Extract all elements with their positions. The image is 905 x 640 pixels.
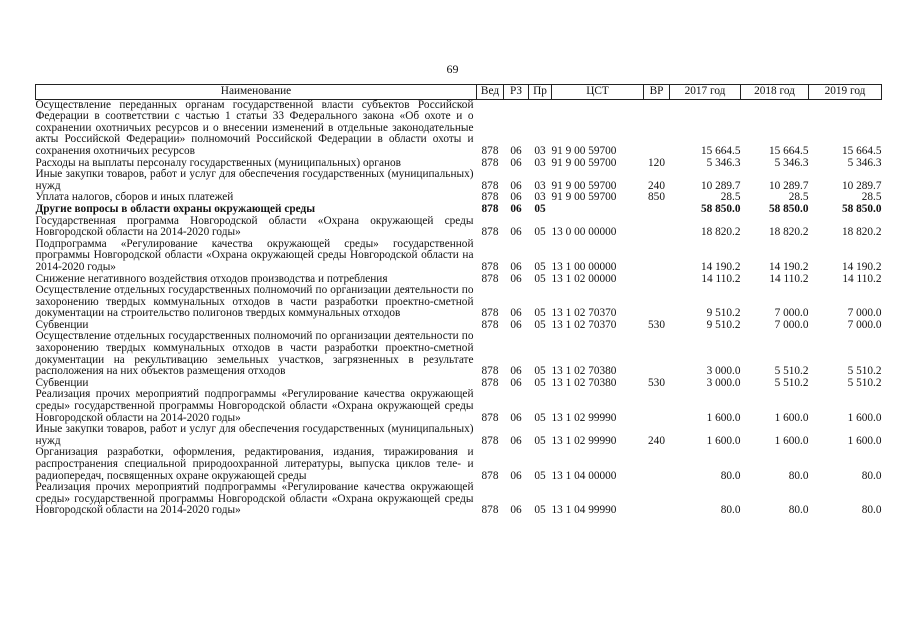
header-ved: Вед: [477, 85, 504, 100]
row-rz: 06: [510, 202, 522, 215]
row-name: Иные закупки товаров, работ и услуг для обеспечения государственных (муниципальных) нужд: [35, 423, 474, 447]
row-value-2018: 10 289.7: [768, 179, 809, 192]
row-cst: 13 1 02 99990: [551, 434, 617, 447]
row-ved: 878: [481, 179, 499, 192]
row-name: Другие вопросы в области охраны окружающей среды: [35, 202, 316, 215]
row-vr: 850: [648, 191, 665, 204]
row-value-2017: 14 190.2: [700, 260, 741, 273]
row-cst: 13 1 04 00000: [551, 469, 617, 482]
row-rz: 06: [510, 376, 522, 389]
row-value-2018: 58 850.0: [768, 202, 809, 215]
row-value-2019: 28.5: [861, 191, 882, 204]
table-row: [36, 285, 882, 320]
row-name: Реализация прочих мероприятий подпрограммы «Регулирование качества окружающей среды» государственной программы Новгородской области «Охрана окружающей среды Новгородской области на 2014-2020 годы»: [35, 481, 474, 517]
page-number: 69: [446, 62, 459, 76]
row-name: Подпрограмма «Регулирование качества окружающей среды» государственной программы Новгородской области «Охрана окружающей среды Новгородской области на 2014-2020 годы»: [35, 237, 474, 273]
row-pr: 05: [534, 202, 546, 215]
row-name: Осуществление отдельных государственных полномочий по организации деятельности по захоронению твердых коммунальных отходов в части разработки проектно-сметной документации на строительство полигонов твердых коммунальных отходов: [35, 284, 474, 320]
row-value-2018: 14 110.2: [769, 272, 809, 285]
row-pr: 05: [534, 307, 546, 320]
row-ved: 878: [481, 376, 499, 389]
row-rz: 06: [510, 411, 522, 424]
header-vr: ВР: [644, 85, 670, 100]
row-ved: 878: [481, 260, 499, 273]
table-row: [36, 331, 882, 377]
row-cst: 91 9 00 59700: [551, 144, 617, 157]
row-pr: 05: [534, 469, 546, 482]
header-rz: РЗ: [504, 85, 529, 100]
header-2019: 2019 год: [809, 85, 882, 100]
row-name: Снижение негативного воздействия отходов производства и потребления: [35, 272, 388, 285]
row-vr: [644, 447, 670, 482]
row-rz: 06: [510, 226, 522, 239]
row-value-2019: 7 000.0: [847, 318, 882, 331]
row-value-2017: 3 000.0: [706, 365, 741, 378]
row-vr: [644, 204, 670, 216]
row-rz: 06: [510, 179, 522, 192]
row-value-2019: 14 110.2: [842, 272, 882, 285]
row-vr: [644, 285, 670, 320]
row-value-2019: 14 190.2: [841, 260, 882, 273]
row-name: Иные закупки товаров, работ и услуг для обеспечения государственных (муниципальных) нужд: [35, 168, 474, 192]
row-ved: 878: [481, 307, 499, 320]
row-ved: 878: [481, 226, 499, 239]
row-name: Субвенции: [35, 318, 89, 331]
row-rz: 06: [510, 434, 522, 447]
row-ved: 878: [481, 272, 499, 285]
row-value-2019: 18 820.2: [841, 226, 882, 239]
row-value-2019: 5 510.2: [847, 365, 882, 378]
table-row: [36, 99, 882, 157]
row-ved: 878: [481, 411, 499, 424]
header-2018: 2018 год: [741, 85, 809, 100]
row-value-2017: 3 000.0: [706, 376, 741, 389]
row-pr: 05: [534, 434, 546, 447]
row-pr: 03: [534, 156, 546, 169]
row-value-2017: 80.0: [720, 469, 741, 482]
row-vr: [644, 482, 670, 517]
row-value-2017: 14 110.2: [701, 272, 741, 285]
row-value-2018: 28.5: [788, 191, 809, 204]
table-row: [36, 447, 882, 482]
row-value-2017: 80.0: [720, 504, 741, 517]
row-cst: 13 1 00 00000: [551, 260, 617, 273]
row-ved: 878: [481, 365, 499, 378]
row-value-2019: 5 346.3: [847, 156, 882, 169]
row-cst: [552, 204, 644, 216]
row-rz: 06: [510, 504, 522, 517]
table-row: [36, 169, 882, 192]
row-value-2017: 9 510.2: [706, 307, 741, 320]
row-ved: 878: [481, 144, 499, 157]
row-cst: 13 1 02 70380: [551, 376, 617, 389]
row-ved: 878: [481, 202, 499, 215]
table-row: [36, 216, 882, 239]
row-value-2018: 18 820.2: [768, 226, 809, 239]
table-row: [36, 389, 882, 424]
row-value-2017: 58 850.0: [700, 202, 741, 215]
row-vr: [644, 239, 670, 274]
row-cst: 13 0 00 00000: [551, 226, 617, 239]
row-value-2017: 5 346.3: [706, 156, 741, 169]
row-value-2017: 1 600.0: [706, 411, 741, 424]
table-header-row: [36, 85, 882, 100]
row-value-2019: 1 600.0: [847, 411, 882, 424]
row-ved: 878: [481, 156, 499, 169]
row-value-2019: 1 600.0: [847, 434, 882, 447]
row-cst: 91 9 00 59700: [551, 156, 617, 169]
row-rz: 06: [510, 191, 522, 204]
row-name: Расходы на выплаты персоналу государственных (муниципальных) органов: [35, 156, 401, 169]
header-cst: ЦСТ: [552, 85, 644, 100]
row-cst: 91 9 00 59700: [551, 179, 617, 192]
row-value-2019: 80.0: [861, 469, 882, 482]
row-ved: 878: [481, 469, 499, 482]
row-vr: [644, 331, 670, 377]
row-pr: 03: [534, 179, 546, 192]
row-cst: 13 1 04 99990: [551, 504, 617, 517]
header-2017: 2017 год: [670, 85, 741, 100]
row-name: Субвенции: [35, 376, 89, 389]
row-value-2018: 5 510.2: [774, 376, 809, 389]
row-value-2019: 5 510.2: [847, 376, 882, 389]
row-value-2018: 1 600.0: [774, 411, 809, 424]
row-vr: 240: [648, 434, 665, 447]
row-pr: 03: [534, 191, 546, 204]
row-vr: [644, 99, 670, 157]
table-row: [36, 482, 882, 517]
row-ved: 878: [481, 504, 499, 517]
row-value-2017: 18 820.2: [700, 226, 741, 239]
row-value-2017: 28.5: [720, 191, 741, 204]
row-value-2018: 7 000.0: [774, 318, 809, 331]
row-rz: 06: [510, 144, 522, 157]
row-value-2019: 58 850.0: [841, 202, 882, 215]
row-pr: 05: [534, 504, 546, 517]
row-pr: 05: [534, 318, 546, 331]
row-pr: 05: [534, 365, 546, 378]
budget-table: [35, 84, 882, 517]
row-vr: 530: [648, 318, 665, 331]
row-vr: 240: [648, 179, 665, 192]
row-name: Государственная программа Новгородской области «Охрана окружающей среды Новгородской области на 2014-2020 годы»: [35, 214, 474, 239]
header-pr: Пр: [529, 85, 552, 100]
row-pr: 05: [534, 260, 546, 273]
row-value-2019: 7 000.0: [847, 307, 882, 320]
row-cst: 13 1 02 00000: [551, 272, 617, 285]
row-value-2018: 7 000.0: [774, 307, 809, 320]
row-rz: 06: [510, 469, 522, 482]
row-vr: 530: [648, 376, 665, 389]
header-name: Наименование: [36, 85, 477, 100]
row-cst: 13 1 02 70370: [551, 307, 617, 320]
table-row: [36, 239, 882, 274]
row-cst: 13 1 02 70370: [551, 318, 617, 331]
row-rz: 06: [510, 365, 522, 378]
row-value-2018: 15 664.5: [768, 144, 809, 157]
row-value-2018: 1 600.0: [774, 434, 809, 447]
row-value-2019: 15 664.5: [841, 144, 882, 157]
row-vr: [644, 389, 670, 424]
row-name: Организация разработки, оформления, редактирования, издания, тиражирования и распространения специальной природоохранной литературы, выпуска циклов теле- и радиопередач, посвященных охране окружающей среды: [35, 446, 474, 482]
row-name: Осуществление отдельных государственных полномочий по организации деятельности по захоронению твердых коммунальных отходов в части разработки проектно-сметной документации на рекультивацию земельных участков, загрязненных в результате расположения на них объектов размещения отходов: [35, 330, 474, 378]
table-row: [36, 424, 882, 447]
row-rz: 06: [510, 272, 522, 285]
row-value-2019: 10 289.7: [841, 179, 882, 192]
row-ved: 878: [481, 191, 499, 204]
row-value-2018: 5 510.2: [774, 365, 809, 378]
row-pr: 05: [534, 226, 546, 239]
row-name: Уплата налогов, сборов и иных платежей: [35, 191, 234, 204]
row-value-2017: 9 510.2: [706, 318, 741, 331]
row-value-2018: 80.0: [788, 469, 809, 482]
row-value-2017: 1 600.0: [706, 434, 741, 447]
row-pr: 05: [534, 411, 546, 424]
row-cst: 13 1 02 99990: [551, 411, 617, 424]
row-value-2018: 80.0: [788, 504, 809, 517]
row-pr: 05: [534, 272, 546, 285]
row-value-2018: 5 346.3: [774, 156, 809, 169]
row-vr: 120: [648, 156, 665, 169]
row-cst: 13 1 02 70380: [551, 365, 617, 378]
row-name: Реализация прочих мероприятий подпрограммы «Регулирование качества окружающей среды» государственной программы Новгородской области «Охрана окружающей среды Новгородской области на 2014-2020 годы»: [35, 388, 474, 424]
row-rz: 06: [510, 156, 522, 169]
row-value-2018: 14 190.2: [768, 260, 809, 273]
row-cst: 91 9 00 59700: [551, 191, 617, 204]
row-value-2017: 10 289.7: [700, 179, 741, 192]
row-vr: [644, 216, 670, 239]
row-rz: 06: [510, 260, 522, 273]
row-rz: 06: [510, 318, 522, 331]
row-value-2017: 15 664.5: [700, 144, 741, 157]
row-rz: 06: [510, 307, 522, 320]
row-name: Осуществление переданных органам государственной власти субъектов Российской Федерации в соответствии с частью 1 статьи 33 Федерального закона «Об охоте и о сохранении охотничьих ресурсов и о внесении изменений в отдельные законодательные акты Российской Федерации» полномочий Российской Федерации в области охоты и сохранения охотничьих ресурсов: [35, 98, 474, 157]
row-vr: [644, 274, 670, 286]
row-pr: 05: [534, 376, 546, 389]
row-ved: 878: [481, 318, 499, 331]
row-ved: 878: [481, 434, 499, 447]
row-pr: 03: [534, 144, 546, 157]
row-value-2019: 80.0: [861, 504, 882, 517]
table-row: [36, 204, 882, 216]
